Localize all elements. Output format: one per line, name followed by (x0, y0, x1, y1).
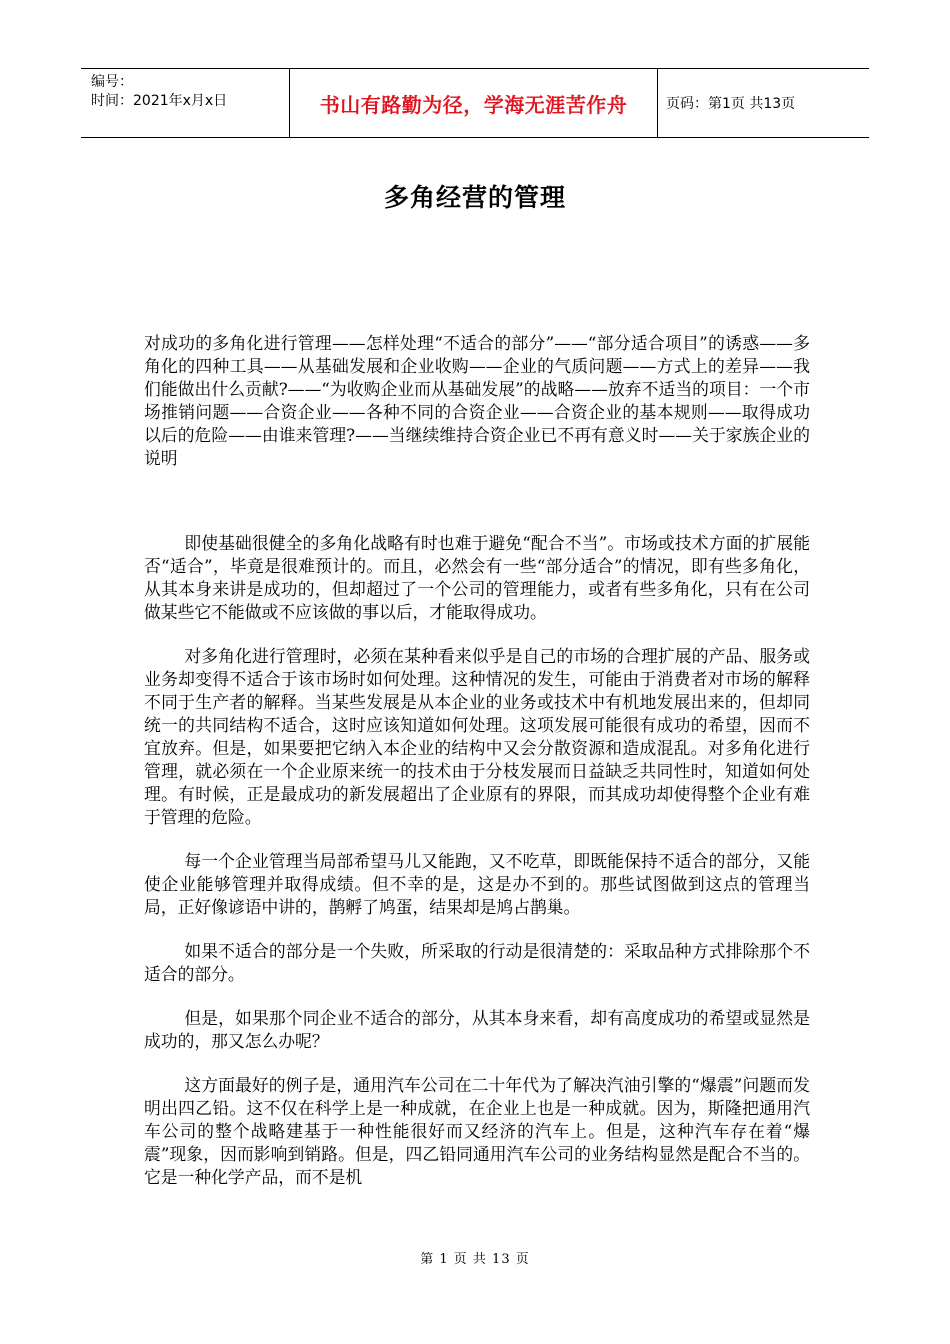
body-text (144, 532, 810, 1210)
body-paragraph: 如果不适合的部分是一个失败，所采取的行动是很清楚的：采取品种方式排除那个不适合的部分。 (144, 941, 810, 984)
header-page-info: 页码：第1页 共13页 (666, 96, 796, 112)
body-paragraph: 这方面最好的例子是，通用汽车公司在二十年代为了解决汽油引擎的“爆震”问题而发明出四乙铅。这不仅在科学上是一种成就，在企业上也是一种成就。因为，斯隆把通用汽车公司的整个战略建基于一种性能很好而又经济的汽车上。但是，这种汽车存在着“爆震”现象，因而影响到销路。但是，四乙铅同通用汽车公司的业务结构显然是配合不当的。它是一种化学产品，而不是机 (144, 1075, 810, 1187)
document-title: 多角经营的管理 (383, 183, 566, 212)
summary-paragraph: 对成功的多角化进行管理——怎样处理“不适合的部分”——“部分适合项目”的诱惑——多角化的四种工具——从基础发展和企业收购——企业的气质问题——方式上的差异——我们能做出什么贡献?——“为收购企业而从基础发展”的战略——放弃不适当的项目：一个市场推销问题——合资企业——各种不同的合资企业——合资企业的基本规则——取得成功以后的危险——由谁来管理?——当继续维持合资企业已不再有意义时——关于家族企业的说明 (144, 333, 810, 468)
body-paragraph: 即使基础很健全的多角化战略有时也难于避免“配合不当”。市场或技术方面的扩展能否“适合”，毕竟是很难预计的。而且，必然会有一些“部分适合”的情况，即有些多角化，从其本身来讲是成功的，但却超过了一个公司的管理能力，或者有些多角化，只有在公司做某些它不能做或不应该做的事以后，才能取得成功。 (144, 533, 810, 622)
page-footer: 第 1 页 共 13 页 (420, 1252, 530, 1267)
serial-label: 编号： (91, 74, 133, 90)
header-motto: 书山有路勤为径，学海无涯苦作舟 (290, 69, 658, 137)
page-header (81, 68, 869, 138)
date-label: 时间：2021年x月x日 (91, 93, 228, 109)
header-meta (81, 69, 290, 137)
body-paragraph: 每一个企业管理当局部希望马儿又能跑，又不吃草，即既能保持不适合的部分，又能使企业能够管理并取得成绩。但不幸的是，这是办不到的。那些试图做到这点的管理当局，正好像谚语中讲的，鹊孵了鸠蛋，结果却是鸠占鹊巢。 (144, 851, 810, 917)
body-paragraph: 对多角化进行管理时，必须在某种看来似乎是自己的市场的合理扩展的产品、服务或业务却变得不适合于该市场时如何处理。这种情况的发生，可能由于消费者对市场的解释不同于生产者的解释。当某些发展是从本企业的业务或技术中有机地发展出来的，但却同统一的共同结构不适合，这时应该知道如何处理。这项发展可能很有成功的希望，因而不宜放弃。但是，如果要把它纳入本企业的结构中又会分散资源和造成混乱。对多角化进行管理，就必须在一个企业原来统一的技术由于分枝发展而日益缺乏共同性时，知道如何处理。有时候，正是最成功的新发展超出了企业原有的界限，而其成功却使得整个企业有难于管理的危险。 (144, 646, 810, 827)
body-paragraph: 但是，如果那个同企业不适合的部分，从其本身来看，却有高度成功的希望或显然是成功的，那又怎么办呢？ (144, 1008, 810, 1051)
